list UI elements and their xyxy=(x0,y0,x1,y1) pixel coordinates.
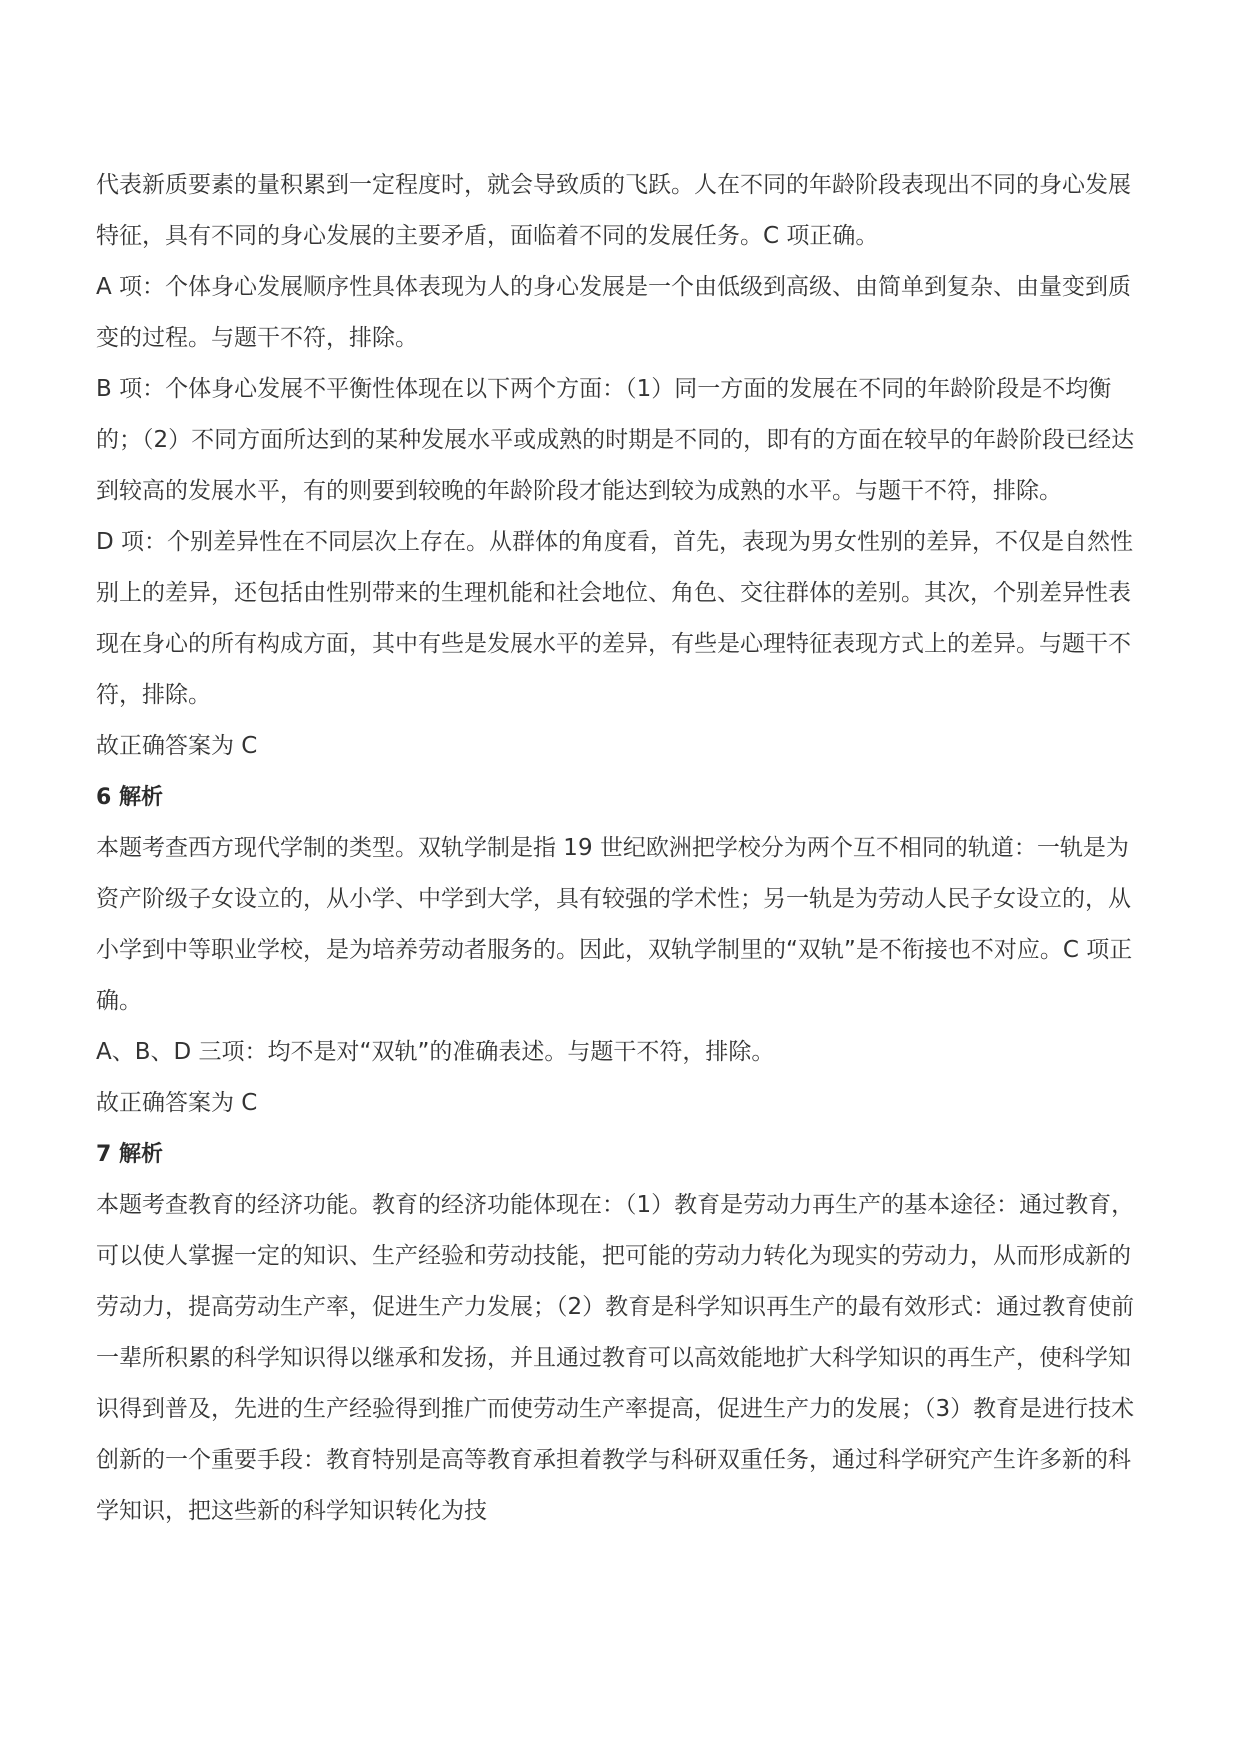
answer-line-5: 故正确答案为 C xyxy=(96,733,258,759)
paragraph-q6-body: 本题考查西方现代学制的类型。双轨学制是指 19 世纪欧洲把学校分为两个互不相同的轨道：一轨是为资产阶级子女设立的，从小学、中学到大学，具有较强的学术性；另一轨是为劳动人民子女设立的，从小学到中等职业学校，是为培养劳动者服务的。因此，双轨学制里的“双轨”是不衔接也不对应。C 项正确。 xyxy=(96,835,1133,1014)
paragraph-q7-body: 本题考查教育的经济功能。教育的经济功能体现在：（1）教育是劳动力再生产的基本途径：通过教育，可以使人掌握一定的知识、生产经验和劳动技能，把可能的劳动力转化为现实的劳动力，从而形成新的劳动力，提高劳动生产率，促进生产力发展；（2）教育是科学知识再生产的最有效形式：通过教育使前一辈所积累的科学知识得以继承和发扬，并且通过教育可以高效能地扩大科学知识的再生产，使科学知识得到普及，先进的生产经验得到推广而使劳动生产率提高，促进生产力的发展；（3）教育是进行技术创新的一个重要手段：教育特别是高等教育承担着教学与科研双重任务，通过科学研究产生许多新的科学知识，把这些新的科学知识转化为技 xyxy=(96,1192,1135,1524)
paragraph-option-a: A 项：个体身心发展顺序性具体表现为人的身心发展是一个由低级到高级、由简单到复杂、由量变到质变的过程。与题干不符，排除。 xyxy=(96,274,1132,351)
paragraph-option-b: B 项：个体身心发展不平衡性体现在以下两个方面：（1）同一方面的发展在不同的年龄阶段是不均衡的；（2）不同方面所达到的某种发展水平或成熟的时期是不同的，即有的方面在较早的年龄阶段已经达到较高的发展水平，有的则要到较晚的年龄阶段才能达到较为成熟的水平。与题干不符，排除。 xyxy=(96,376,1135,504)
heading-q7-analysis: 7 解析 xyxy=(96,1142,163,1167)
paragraph-option-d: D 项：个别差异性在不同层次上存在。从群体的角度看，首先，表现为男女性别的差异，不仅是自然性别上的差异，还包括由性别带来的生理机能和社会地位、角色、交往群体的差别。其次，个别差异性表现在身心的所有构成方面，其中有些是发展水平的差异，有些是心理特征表现方式上的差异。与题干不符，排除。 xyxy=(96,529,1134,708)
answer-line-6: 故正确答案为 C xyxy=(96,1090,258,1116)
heading-q6-analysis: 6 解析 xyxy=(96,785,163,810)
paragraph-intro-continuation: 代表新质要素的量积累到一定程度时，就会导致质的飞跃。人在不同的年龄阶段表现出不同的身心发展特征，具有不同的身心发展的主要矛盾，面临着不同的发展任务。C 项正确。 xyxy=(96,172,1131,249)
paragraph-q6-options: A、B、D 三项：均不是对“双轨”的准确表述。与题干不符，排除。 xyxy=(96,1039,775,1065)
document-body xyxy=(96,160,1146,1537)
